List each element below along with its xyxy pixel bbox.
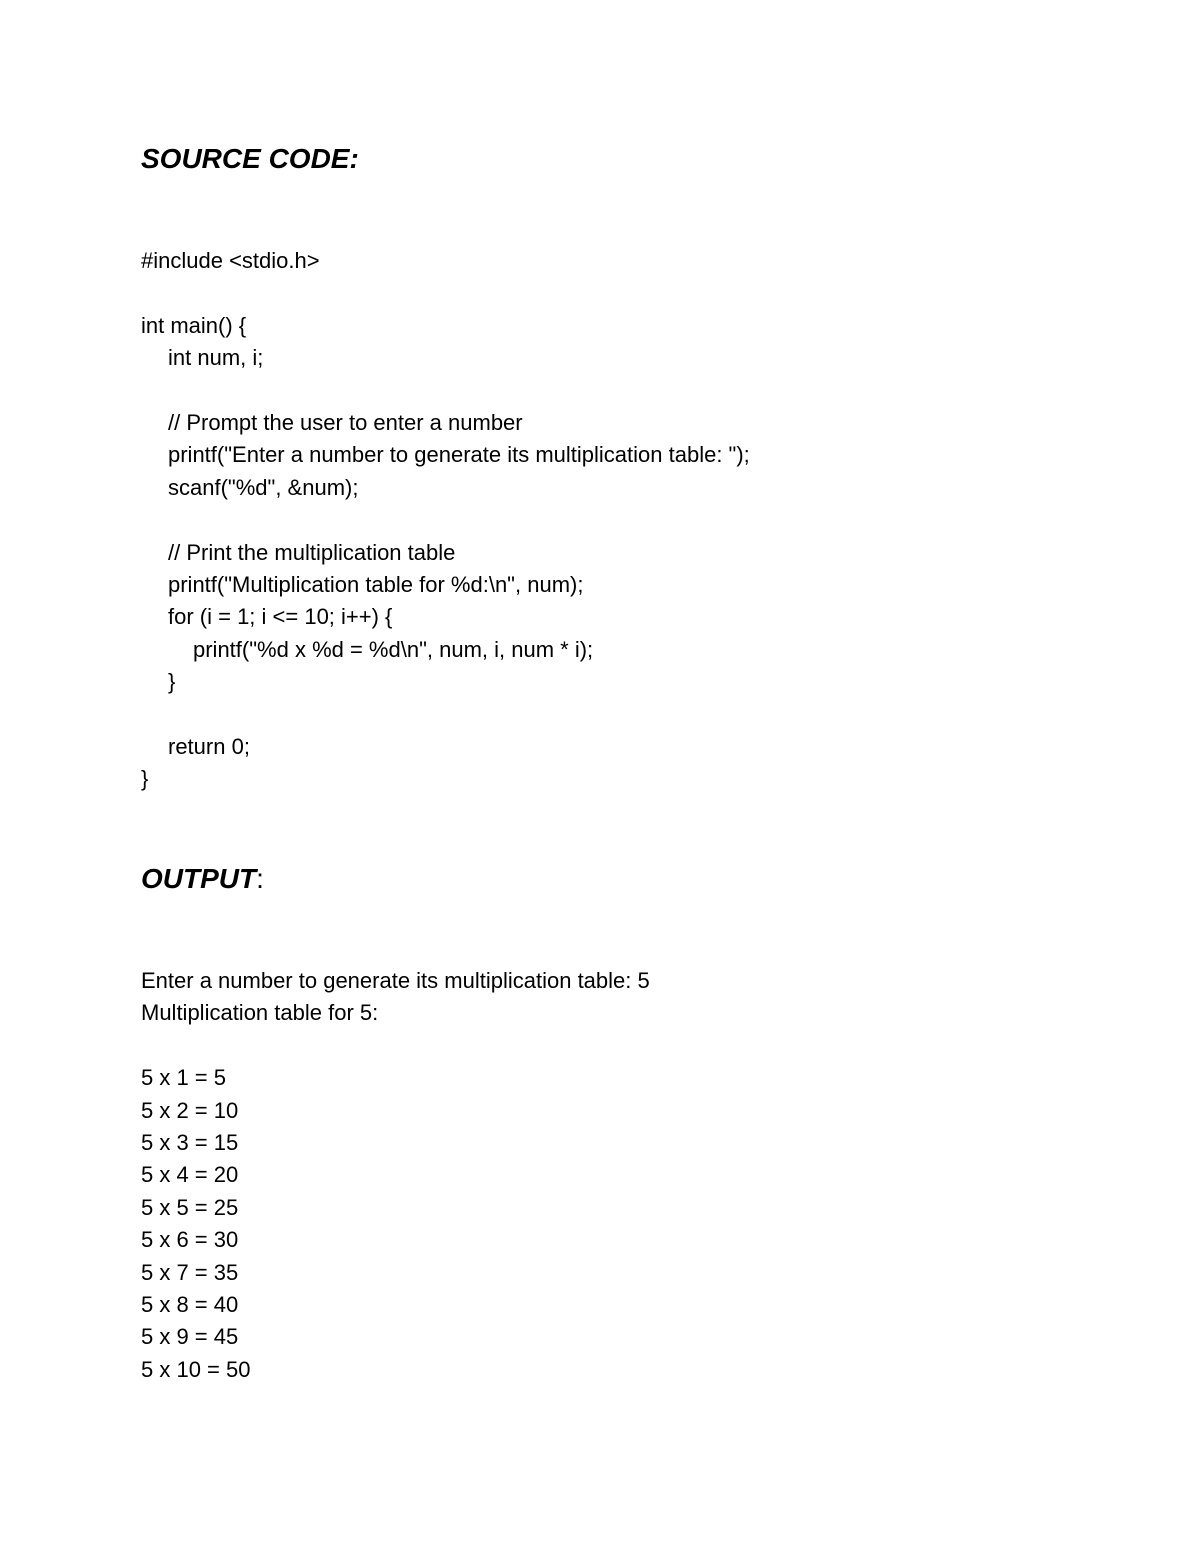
code-line: for (i = 1; i <= 10; i++) {	[168, 604, 393, 630]
code-line: printf("%d x %d = %d\n", num, i, num * i);	[193, 636, 594, 662]
code-line: // Prompt the user to enter a number	[168, 409, 523, 435]
output-line: 5 x 1 = 5	[141, 1065, 227, 1091]
program-output-block	[141, 965, 650, 1386]
output-heading	[141, 863, 264, 895]
output-line: Enter a number to generate its multiplication table: 5	[141, 968, 650, 993]
code-line: scanf("%d", &num);	[168, 474, 359, 500]
code-blank-line	[141, 504, 750, 536]
output-line: 5 x 6 = 30	[141, 1227, 239, 1253]
output-line: 5 x 2 = 10	[141, 1097, 239, 1123]
output-line: 5 x 7 = 35	[141, 1259, 239, 1285]
code-line: int main() {	[141, 312, 247, 338]
code-line: }	[141, 766, 149, 792]
code-line: printf("Enter a number to generate its multiplication table: ");	[168, 442, 750, 468]
code-blank-line	[141, 277, 750, 309]
code-line: }	[168, 669, 176, 695]
output-heading-colon: :	[256, 863, 264, 894]
output-line: Multiplication table for 5:	[141, 1000, 379, 1026]
output-blank-line	[141, 1030, 650, 1062]
output-line: 5 x 3 = 15	[141, 1129, 239, 1155]
code-line: int num, i;	[168, 345, 264, 371]
code-blank-line	[141, 698, 750, 730]
source-code-block	[141, 245, 750, 796]
code-line: #include <stdio.h>	[141, 248, 320, 273]
output-line: 5 x 5 = 25	[141, 1194, 239, 1220]
output-line: 5 x 4 = 20	[141, 1162, 239, 1188]
code-blank-line	[141, 375, 750, 407]
output-line: 5 x 8 = 40	[141, 1291, 239, 1317]
source-code-heading: SOURCE CODE:	[141, 143, 359, 174]
output-line: 5 x 9 = 45	[141, 1324, 239, 1350]
output-heading-label: OUTPUT	[141, 863, 257, 894]
code-line: return 0;	[168, 733, 250, 759]
code-line: printf("Multiplication table for %d:\n", num);	[168, 571, 584, 597]
code-line: // Print the multiplication table	[168, 539, 456, 565]
output-line: 5 x 10 = 50	[141, 1356, 251, 1382]
